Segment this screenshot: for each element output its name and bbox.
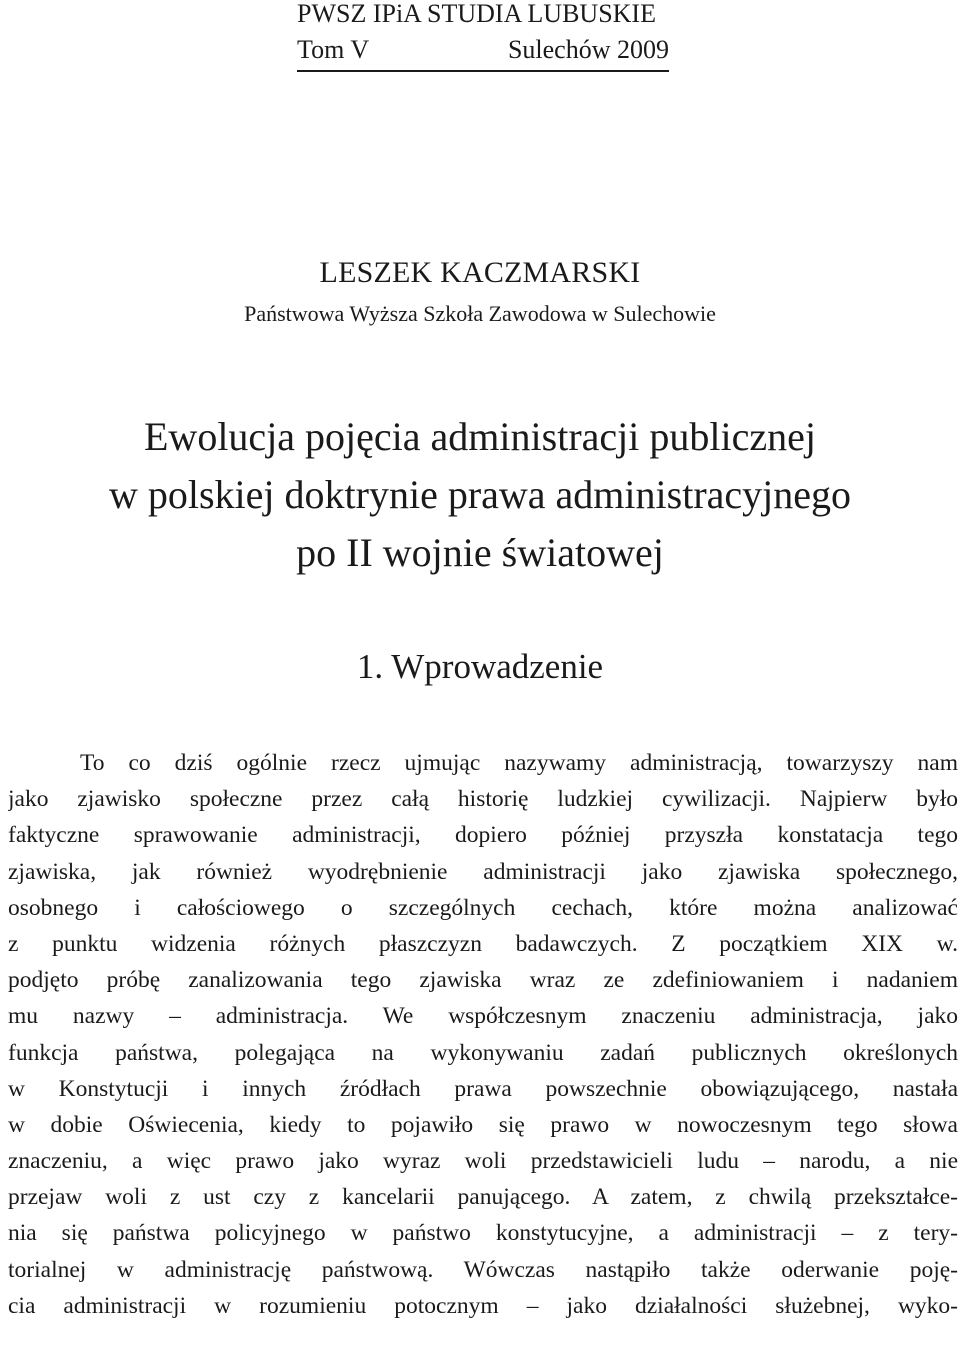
running-header — [297, 0, 669, 72]
text-line: w Konstytucji i innych źródłach prawa powszechnie obowiązującego, nastała — [8, 1075, 958, 1102]
journal-name: PWSZ IPiA STUDIA LUBUSKIE — [297, 0, 656, 28]
volume-line — [297, 34, 669, 72]
text-line: znaczeniu, a więc prawo jako wyraz woli przedstawicieli ludu – narodu, a nie — [8, 1148, 958, 1175]
author-affiliation: Państwowa Wyższa Szkoła Zawodowa w Sulechowie — [244, 301, 716, 326]
text-line: zjawiska, jak również wyodrębnienie administracji jako zjawiska społecznego, — [8, 858, 958, 885]
title-line: Ewolucja pojęcia administracji publicznej — [144, 414, 816, 459]
text-line: jako zjawisko społeczne przez całą historię ludzkiej cywilizacji. Najpierw było — [8, 786, 958, 813]
article-title — [0, 408, 960, 582]
author-name: LESZEK KACZMARSKI — [319, 256, 641, 289]
text-line: funkcja państwa, polegająca na wykonywaniu zadań publicznych określonych — [8, 1039, 958, 1066]
title-line: po II wojnie światowej — [296, 530, 664, 575]
title-line: w polskiej doktrynie prawa administracyjnego — [108, 472, 852, 517]
text-line: nia się państwa policyjnego w państwo konstytucyjne, a administracji – z tery- — [8, 1220, 958, 1247]
text-line: z punktu widzenia różnych płaszczyzn badawczych. Z początkiem XIX w. — [8, 930, 958, 957]
text-line: w dobie Oświecenia, kiedy to pojawiło się prawo w nowoczesnym tego słowa — [8, 1111, 958, 1138]
text-line: mu nazwy – administracja. We współczesnym znaczeniu administracja, jako — [8, 1003, 958, 1030]
volume-number: Tom V — [297, 35, 370, 64]
section-heading: 1. Wprowadzenie — [356, 647, 604, 686]
text-line: faktyczne sprawowanie administracji, dopiero później przyszła konstatacja tego — [8, 822, 958, 849]
text-line: przejaw woli z ust czy z kancelarii panującego. A zatem, z chwilą przekształce- — [8, 1184, 958, 1211]
body-paragraph — [8, 745, 958, 1324]
text-line: cia administracji w rozumieniu potocznym – jako działalności służebnej, wyko- — [8, 1292, 958, 1319]
text-line: podjęto próbę zanalizowania tego zjawiska wraz ze zdefiniowaniem i nadaniem — [8, 967, 958, 994]
text-line: torialnej w administrację państwową. Wówczas nastąpiło także oderwanie poję- — [8, 1256, 958, 1283]
text-line: osobnego i całościowego o szczególnych cechach, które można analizować — [8, 894, 958, 921]
place-year: Sulechów 2009 — [507, 35, 669, 64]
text-line: To co dziś ogólnie rzecz ujmując nazywamy administracją, towarzyszy nam — [80, 750, 958, 776]
